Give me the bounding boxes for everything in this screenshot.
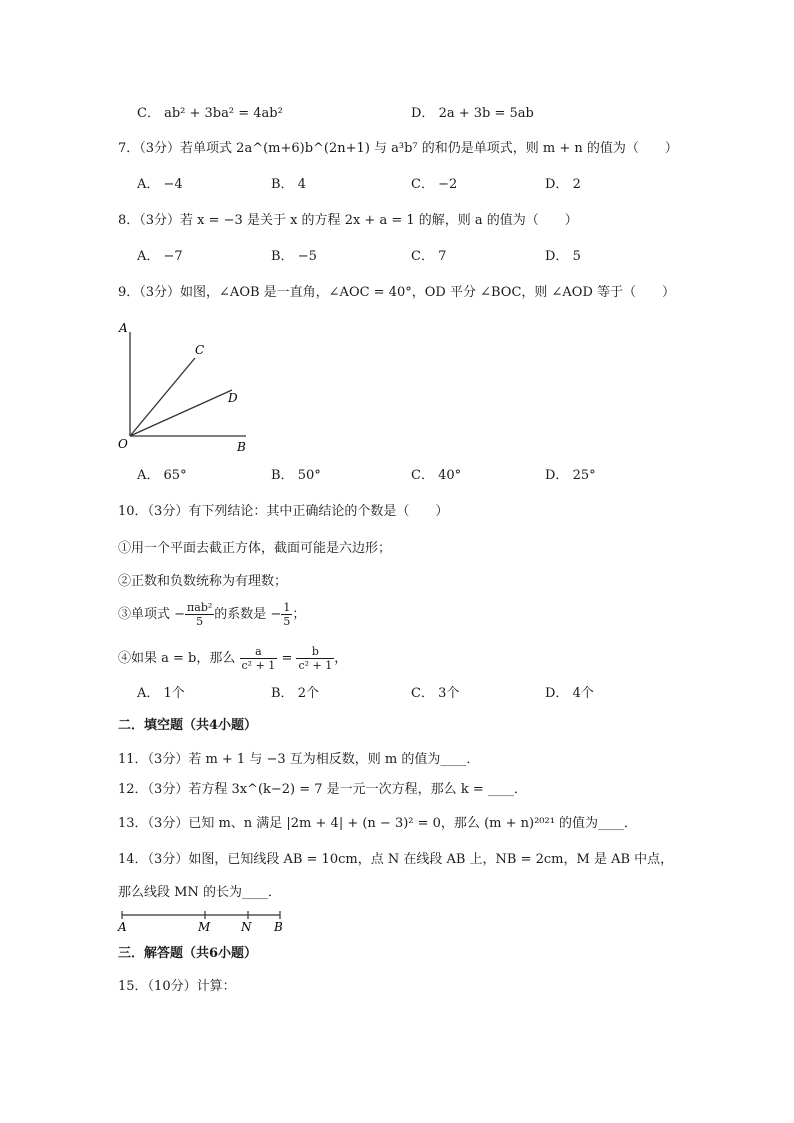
q11-stem: 11．（3分）若 m + 1 与 −3 互为相反数，则 m 的值为____．	[118, 752, 480, 767]
label-o: O	[118, 437, 128, 451]
q10-option-c: C． 3个	[411, 686, 460, 701]
q10-option-a: A． 1个	[137, 686, 185, 701]
q7-option-b: B． 4	[271, 177, 306, 192]
q14-stem-line-2: 那么线段 MN 的长为____．	[118, 885, 281, 900]
q7-option-a: A． −4	[137, 177, 183, 192]
q10-option-d: D． 4个	[545, 686, 594, 701]
q13-stem: 13．（3分）已知 m、n 满足 |2m + 4| + (n − 3)² = 0，那么 (m + n)²⁰²¹ 的值为____．	[118, 816, 638, 831]
q9-angle-figure	[115, 318, 265, 458]
q9-option-d: D． 25°	[545, 468, 596, 483]
fraction: $\frac{a}{\text{c² + 1}}$	[241, 645, 276, 672]
label-m: M	[198, 920, 211, 934]
q14-stem-line-1: 14．（3分）如图，已知线段 AB = 10cm，点 N 在线段 AB 上，NB = 2cm，M 是 AB 中点，	[118, 852, 674, 867]
label-n: N	[241, 920, 252, 934]
ray-oc	[130, 358, 195, 436]
q14-segment-figure	[116, 908, 292, 934]
q6-option-c: C． ab² + 3ba² = 4ab²	[137, 106, 283, 121]
q10-statement-4: ④如果 a = b，那么 $\frac{a}{\text{c² + 1}}$ = $\frac{b}{\text{c² + 1}}$ ，	[118, 645, 348, 672]
q8-stem: 8．（3分）若 x = −3 是关于 x 的方程 2x + a = 1 的解，则 a 的值为（ ）	[118, 213, 578, 228]
section-2-title: 二．填空题（共4小题）	[118, 718, 258, 733]
q10-statement-2: ②正数和负数统称为有理数；	[118, 574, 288, 589]
label-c: C	[195, 343, 205, 357]
q9-option-b: B． 50°	[271, 468, 321, 483]
fraction: $\frac{\text{πab²}}{5}$	[187, 601, 213, 628]
q10-statement-3: ③单项式 − $\frac{\text{πab²}}{5}$ 的系数是 − $\frac{1}{5}$ ；	[118, 601, 306, 628]
fraction: $\frac{1}{5}$	[283, 601, 291, 628]
q10-stem: 10．（3分）有下列结论：其中正确结论的个数是（ ）	[118, 504, 449, 519]
label-b: B	[274, 920, 283, 934]
fraction: $\frac{b}{\text{c² + 1}}$	[298, 645, 333, 672]
q10-statement-1: ①用一个平面去截正方体，截面可能是六边形；	[118, 541, 392, 556]
q12-stem: 12．（3分）若方程 3x^(k−2) = 7 是一元一次方程，那么 k = ____．	[118, 782, 527, 797]
q9-option-c: C． 40°	[411, 468, 462, 483]
q8-option-b: B． −5	[271, 249, 317, 264]
q6-option-d: D． 2a + 3b = 5ab	[411, 106, 534, 121]
q7-stem: 7．（3分）若单项式 2a^(m+6)b^(2n+1) 与 a³b⁷ 的和仍是单项式，则 m + n 的值为（ ）	[118, 141, 678, 156]
label-b: B	[237, 440, 246, 454]
q9-option-a: A． 65°	[137, 468, 187, 483]
label-a: A	[118, 920, 127, 934]
label-d: D	[228, 391, 238, 405]
label-a: A	[119, 321, 128, 335]
q7-option-d: D． 2	[545, 177, 581, 192]
q15-stem: 15．（10分）计算：	[118, 979, 236, 994]
q8-option-c: C． 7	[411, 249, 447, 264]
q8-option-d: D． 5	[545, 249, 581, 264]
ray-od	[130, 390, 232, 436]
q7-option-c: C． −2	[411, 177, 458, 192]
section-3-title: 三．解答题（共6小题）	[118, 946, 258, 961]
q8-option-a: A． −7	[137, 249, 183, 264]
q10-option-b: B． 2个	[271, 686, 319, 701]
q9-stem: 9．（3分）如图，∠AOB 是一直角，∠AOC = 40°，OD 平分 ∠BOC，则 ∠AOD 等于（ ）	[118, 285, 676, 300]
